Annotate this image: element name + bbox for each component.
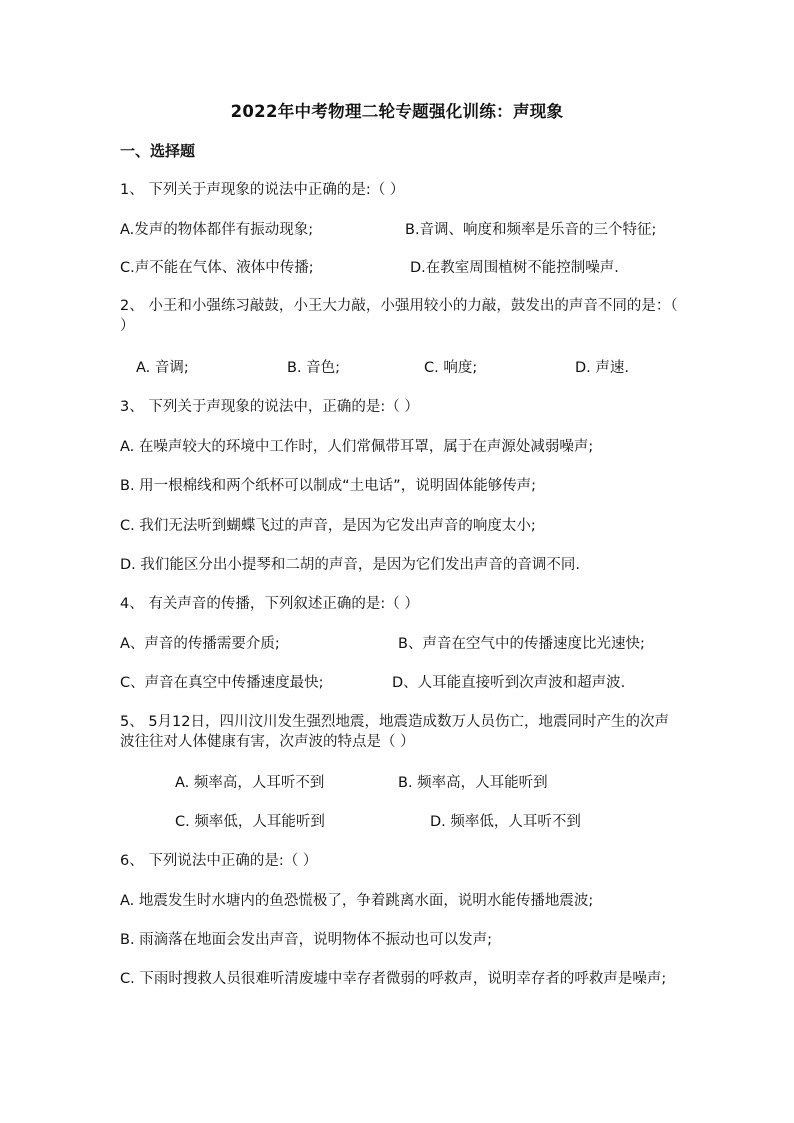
question-1-option-b: B.音调、响度和频率是乐音的三个特征; [405, 222, 657, 238]
question-1-option-a: A.发声的物体都伴有振动现象; [120, 222, 314, 238]
question-4-stem: 4、 有关声音的传播，下列叙述正确的是:（ ） [120, 596, 419, 612]
question-5-option-a: A. 频率高，人耳听不到 [175, 775, 325, 791]
question-2-option-d: D. 声速. [575, 360, 629, 376]
question-5-stem: 5、 5月12日，四川汶川发生强烈地震，地震造成数万人员伤亡，地震同时产生的次声波往往对人体健康有害，次声波的特点是（ ） [120, 714, 670, 750]
question-1-option-c: C.声不能在气体、液体中传播; [120, 260, 314, 276]
question-4-option-d: D、人耳能直接听到次声波和超声波. [392, 675, 626, 691]
question-2-stem: 2、 小王和小强练习敲鼓，小王大力敲，小强用较小的力敲，鼓发出的声音不同的是：（ ） [120, 298, 678, 334]
question-6-option-b: B. 雨滴落在地面会发出声音，说明物体不振动也可以发声; [120, 932, 493, 948]
question-5-option-d: D. 频率低，人耳听不到 [430, 814, 581, 830]
question-3-option-a: A. 在噪声较大的环境中工作时，人们常佩带耳罩，属于在声源处减弱噪声; [120, 439, 594, 455]
question-3-option-b: B. 用一根棉线和两个纸杯可以制成“土电话”，说明固体能够传声; [120, 478, 537, 494]
question-1-stem: 1、 下列关于声现象的说法中正确的是:（ ） [120, 182, 405, 198]
page-title: 2022年中考物理二轮专题强化训练：声现象 [230, 102, 564, 121]
question-2-option-a: A. 音调; [136, 360, 189, 376]
question-6-stem: 6、 下列说法中正确的是:（ ） [120, 853, 318, 869]
section-heading: 一、选择题 [120, 142, 196, 160]
question-4-option-a: A、声音的传播需要介质; [120, 636, 280, 652]
question-1-option-d: D.在教室周围植树不能控制噪声. [410, 260, 619, 276]
question-5-option-b: B. 频率高，人耳能听到 [398, 775, 548, 791]
question-6-option-a: A. 地震发生时水塘内的鱼恐慌极了，争着跳离水面，说明水能传播地震波; [120, 893, 594, 909]
question-3-stem: 3、 下列关于声现象的说法中，正确的是:（ ） [120, 399, 419, 415]
question-4-option-c: C、声音在真空中传播速度最快; [120, 675, 324, 691]
question-4-option-b: B、声音在空气中的传播速度比光速快; [398, 636, 645, 652]
question-6-option-c: C. 下雨时搜救人员很难听清废墟中幸存者微弱的呼救声，说明幸存者的呼救声是噪声; [120, 971, 667, 987]
question-3-option-d: D. 我们能区分出小提琴和二胡的声音，是因为它们发出声音的音调不同. [120, 557, 580, 573]
question-3-option-c: C. 我们无法听到蝴蝶飞过的声音，是因为它发出声音的响度太小; [120, 518, 536, 534]
question-5-option-c: C. 频率低，人耳能听到 [175, 814, 325, 830]
question-2-option-b: B. 音色; [287, 360, 341, 376]
question-2-option-c: C. 响度; [424, 360, 478, 376]
